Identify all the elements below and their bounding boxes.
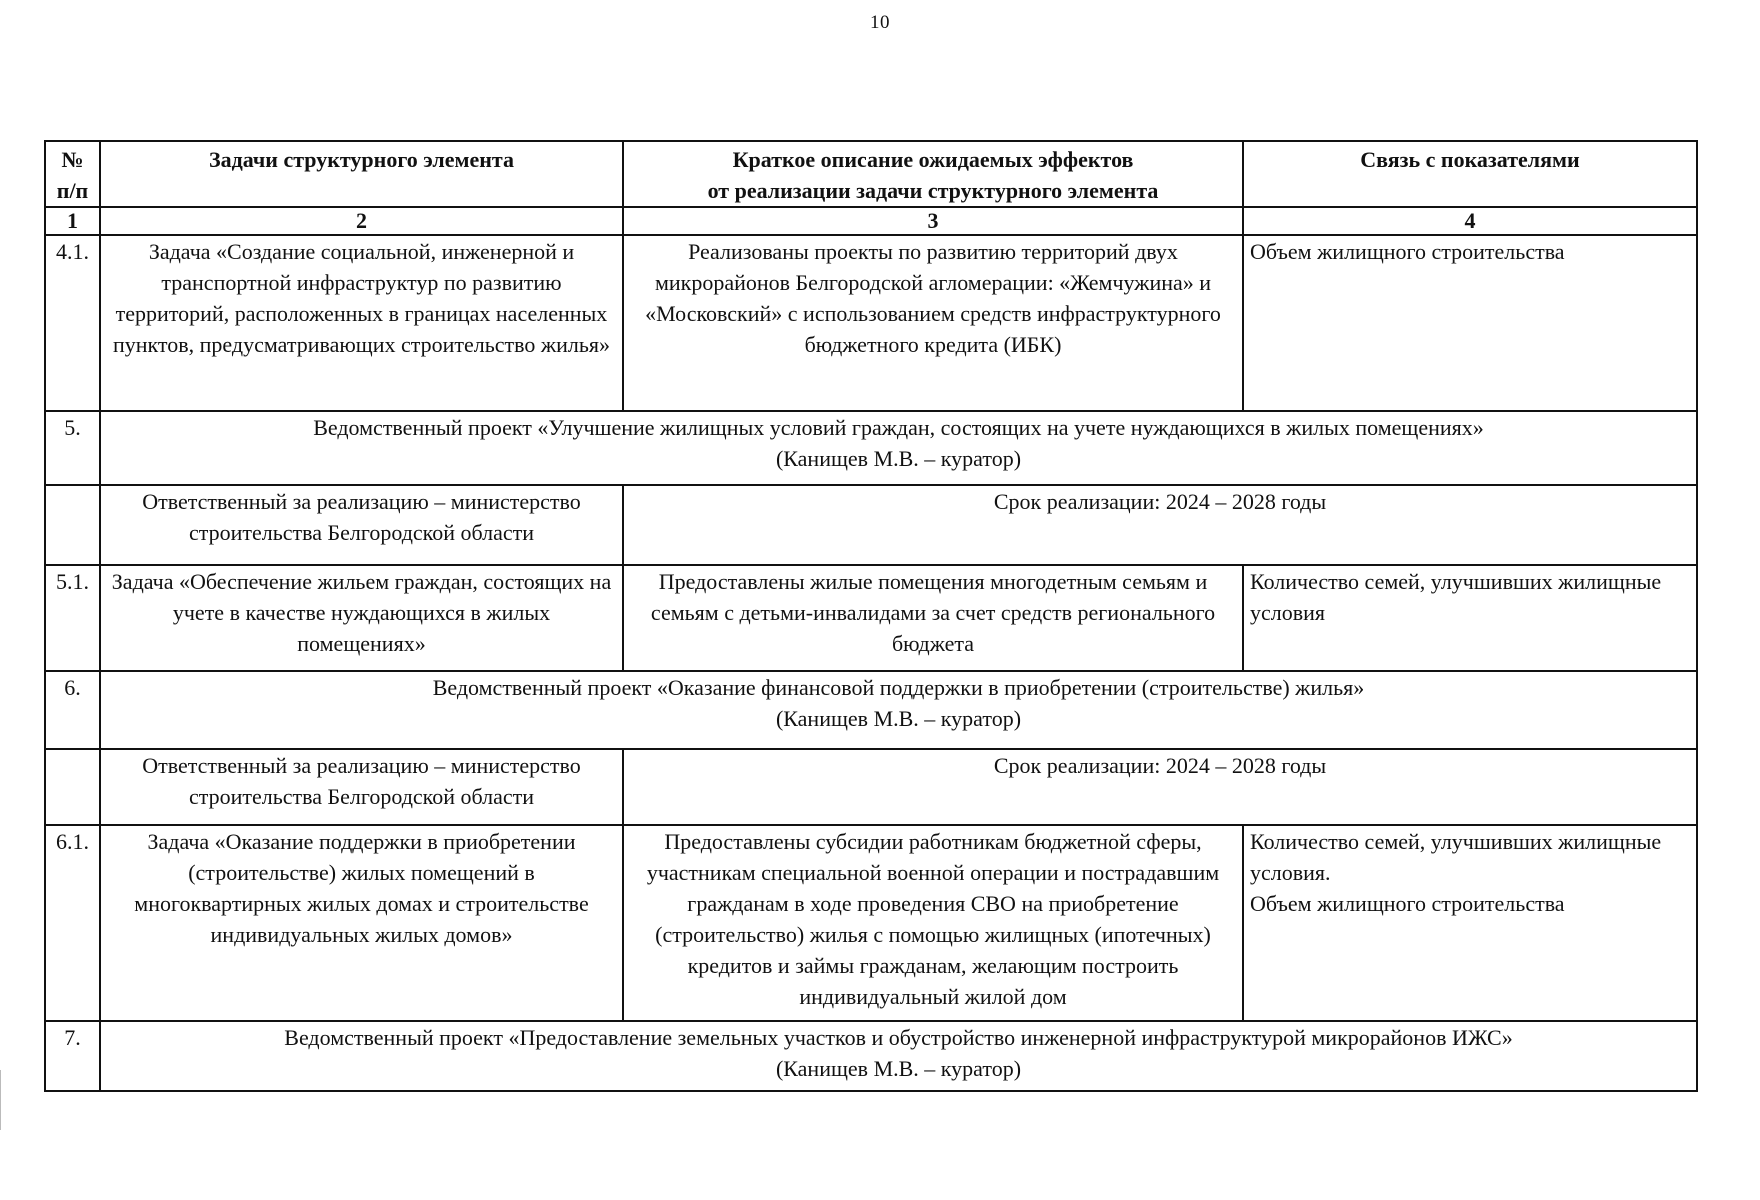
- project-curator: (Канищев М.В. – куратор): [775, 446, 1022, 471]
- column-number-2: 2: [100, 207, 623, 235]
- row-number: 5.: [45, 411, 100, 485]
- row-number: 6.: [45, 671, 100, 749]
- project-curator: (Канищев М.В. – куратор): [775, 706, 1022, 731]
- table-row: [45, 565, 1697, 671]
- row-number: 4.1.: [45, 235, 100, 411]
- indicators-cell: Количество семей, улучшивших жилищные условия: [1243, 565, 1697, 671]
- effect-cell: Предоставлены жилые помещения многодетным семьям и семьям с детьми-инвалидами за счет средств регионального бюджета: [623, 565, 1243, 671]
- empty-number-cell: [45, 749, 100, 825]
- task-cell: Задача «Создание социальной, инженерной и транспортной инфраструктур по развитию территорий, расположенных в границах населенных пунктов, предусматривающих строительство жилья»: [100, 235, 623, 411]
- responsibility-row: [45, 485, 1697, 565]
- table-row: [45, 825, 1697, 1021]
- header-number: № п/п: [45, 141, 100, 207]
- responsible-cell: Ответственный за реализацию – министерство строительства Белгородской области: [100, 749, 623, 825]
- row-number: 5.1.: [45, 565, 100, 671]
- project-title: Ведомственный проект «Улучшение жилищных условий граждан, состоящих на учете нуждающихся в жилых помещениях»: [313, 415, 1484, 440]
- table-row: [45, 235, 1697, 411]
- project-title-cell: [100, 1021, 1697, 1091]
- task-cell: Задача «Обеспечение жильем граждан, состоящих на учете в качестве нуждающихся в жилых помещениях»: [100, 565, 623, 671]
- header-tasks: Задачи структурного элемента: [100, 141, 623, 207]
- column-number-1: 1: [45, 207, 100, 235]
- header-effects-line2: от реализации задачи структурного элемента: [707, 178, 1159, 203]
- page-number: 10: [870, 12, 890, 33]
- project-title: Ведомственный проект «Предоставление земельных участков и обустройство инженерной инфраструктурой микрорайонов ИЖС»: [284, 1025, 1513, 1050]
- indicators-cell: Объем жилищного строительства: [1243, 235, 1697, 411]
- scan-edge-mark: [0, 1070, 1, 1130]
- indicators-cell: [1243, 825, 1697, 1021]
- task-cell: Задача «Оказание поддержки в приобретении (строительстве) жилых помещений в многоквартирных жилых домах и строительстве индивидуальных жилых домов»: [100, 825, 623, 1021]
- project-row: [45, 671, 1697, 749]
- project-row: [45, 1021, 1697, 1091]
- project-title-cell: [100, 671, 1697, 749]
- column-number-3: 3: [623, 207, 1243, 235]
- effect-cell: Реализованы проекты по развитию территорий двух микрорайонов Белгородской агломерации: «Жемчужина» и «Московский» с использованием средств инфраструктурного бюджетного кредита (ИБК): [623, 235, 1243, 411]
- indicator-item: Объем жилищного строительства: [1250, 891, 1565, 916]
- project-title-cell: [100, 411, 1697, 485]
- empty-number-cell: [45, 485, 100, 565]
- effect-cell: Предоставлены субсидии работникам бюджетной сферы, участникам специальной военной операции и пострадавшим гражданам в ходе проведения СВО на приобретение (строительство) жилья с помощью жилищных (ипотечных) кредитов и займы гражданам, желающим построить индивидуальный жилой дом: [623, 825, 1243, 1021]
- column-number-4: 4: [1243, 207, 1697, 235]
- header-effects: [623, 141, 1243, 207]
- indicator-item: Количество семей, улучшивших жилищные условия.: [1250, 829, 1662, 885]
- structural-elements-table: [44, 140, 1698, 1092]
- project-title: Ведомственный проект «Оказание финансовой поддержки в приобретении (строительстве) жилья»: [432, 675, 1365, 700]
- responsible-cell: Ответственный за реализацию – министерство строительства Белгородской области: [100, 485, 623, 565]
- row-number: 7.: [45, 1021, 100, 1091]
- header-indicators: Связь с показателями: [1243, 141, 1697, 207]
- responsibility-row: [45, 749, 1697, 825]
- table-header-row: [45, 141, 1697, 207]
- term-cell: Срок реализации: 2024 – 2028 годы: [623, 485, 1697, 565]
- column-number-row: [45, 207, 1697, 235]
- project-curator: (Канищев М.В. – куратор): [775, 1056, 1022, 1081]
- row-number: 6.1.: [45, 825, 100, 1021]
- term-cell: Срок реализации: 2024 – 2028 годы: [623, 749, 1697, 825]
- header-effects-line1: Краткое описание ожидаемых эффектов: [732, 147, 1134, 172]
- project-row: [45, 411, 1697, 485]
